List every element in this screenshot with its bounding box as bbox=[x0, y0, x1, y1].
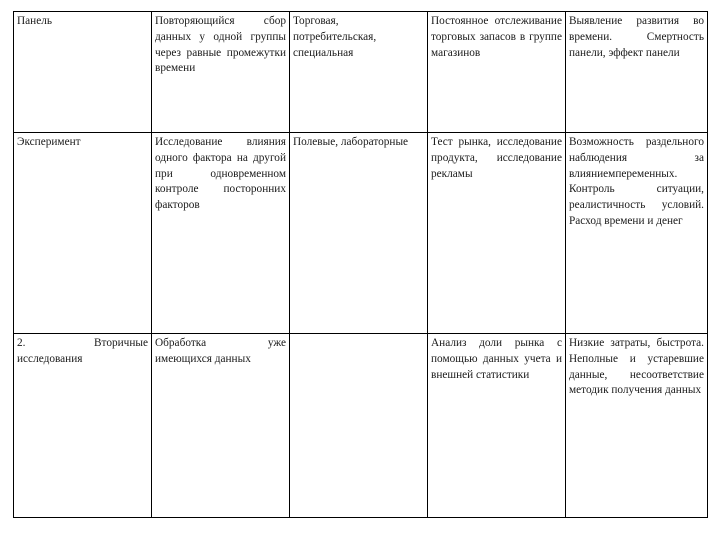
features-text: Низкие затраты, быстрота. Неполные и устаревшие данные, несоответствие методик получения данных bbox=[569, 337, 704, 397]
example-text: Анализ доли рынка с помощью данных учета и внешней статистики bbox=[431, 337, 562, 381]
description-text: Обработка уже имеющихся данных bbox=[155, 337, 286, 365]
description-text: Повторяющийся сбор данных у одной группы через равные промежутки времени bbox=[155, 15, 286, 75]
methods-table bbox=[13, 11, 708, 518]
method-text: Панель bbox=[17, 15, 53, 27]
cell-types bbox=[290, 334, 428, 518]
types-text: Торговая, потребительская, специальная bbox=[293, 15, 377, 59]
table-row bbox=[14, 12, 708, 133]
cell-features bbox=[566, 12, 708, 133]
types-text: Полевые, лабораторные bbox=[293, 136, 409, 148]
table-row bbox=[14, 133, 708, 334]
cell-description bbox=[152, 334, 290, 518]
cell-description bbox=[152, 12, 290, 133]
cell-features bbox=[566, 334, 708, 518]
cell-types bbox=[290, 133, 428, 334]
cell-example bbox=[428, 334, 566, 518]
cell-description bbox=[152, 133, 290, 334]
cell-example bbox=[428, 12, 566, 133]
cell-example bbox=[428, 133, 566, 334]
cell-method bbox=[14, 334, 152, 518]
description-text: Исследование влияния одного фактора на другой при одновременном контроле посторонних факторов bbox=[155, 136, 286, 212]
method-text: Эксперимент bbox=[17, 136, 81, 148]
cell-features bbox=[566, 133, 708, 334]
cell-method bbox=[14, 12, 152, 133]
example-text: Тест рынка, исследование продукта, исследование рекламы bbox=[431, 136, 562, 180]
example-text: Постоянное отслеживание торговых запасов в группе магазинов bbox=[431, 15, 562, 59]
features-text: Возможность раздельного наблюдения за влияниемпеременных. Контроль ситуации, реалистичность условий. Расход времени и денег bbox=[569, 136, 704, 227]
cell-method bbox=[14, 133, 152, 334]
cell-types bbox=[290, 12, 428, 133]
table-row bbox=[14, 334, 708, 518]
method-text: 2. Вторичные исследования bbox=[17, 337, 148, 365]
features-text: Выявление развития во времени. Смертность панели, эффект панели bbox=[569, 15, 704, 59]
